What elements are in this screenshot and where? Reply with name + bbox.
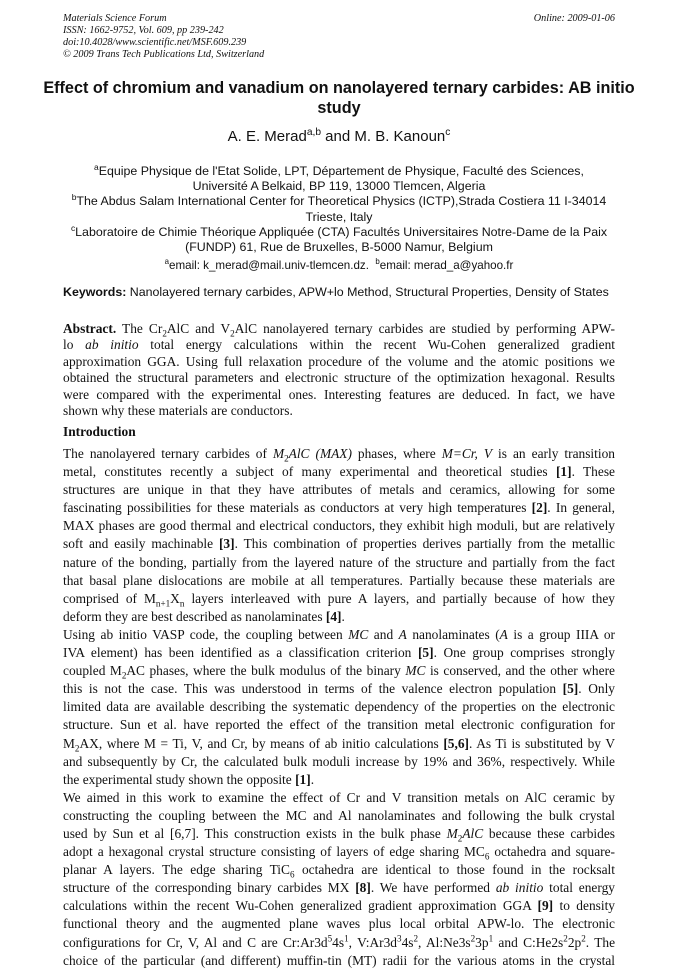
text-run: M (272, 446, 285, 461)
text-run: . This combination of properties derives partially from the metallic (234, 536, 615, 552)
text-run: 6 (289, 869, 295, 880)
paragraph (63, 321, 615, 419)
citation-or-bold-text: [5] (562, 681, 579, 697)
affiliation-line: (FUNDP) 61, Rue de Bruxelles, B-5000 Namur, Belgium (185, 240, 493, 255)
text-run: 2 (563, 933, 568, 944)
text-run: . As Ti is substituted by V (469, 735, 615, 751)
text-run: 2 (230, 328, 235, 339)
text-line (63, 644, 615, 662)
text-run: is conserved, and the other where (425, 663, 615, 679)
text-run: MC (405, 663, 426, 679)
journal-name: Materials Science Forum (63, 13, 167, 24)
text-line (63, 370, 615, 386)
text-line (63, 403, 615, 419)
text-line (63, 680, 615, 698)
paper-title: Effect of chromium and vanadium on nanolayered ternary carbides: AB initio study (43, 79, 635, 117)
paragraph (63, 789, 615, 970)
text-run: constructing the coupling between the MC and Al nanolaminates and following the bulk crystal (63, 807, 615, 823)
citation-or-bold-text: [5] (417, 645, 434, 661)
text-run: n+1 (155, 598, 171, 609)
text-run: this is not the case. This was understood in terms of the valence electron population (63, 681, 563, 697)
text-run: AlC (MAX) (288, 446, 352, 461)
text-run: deform they are best described as nanolaminates (63, 608, 326, 624)
text-run: AlC (462, 825, 484, 841)
affiliation (40, 161, 638, 194)
text-run: AC phases, where the bulk modulus of the binary (126, 663, 406, 679)
text-line (63, 590, 615, 608)
text-run: M=Cr, V (441, 446, 493, 461)
text-line (63, 897, 615, 915)
text-run: because these carbides (483, 825, 615, 841)
text-run: octahedra and square- (489, 844, 615, 860)
keywords (63, 285, 615, 300)
emails (0, 258, 678, 273)
text-run: Using ab initio VASP code, the coupling between (63, 626, 349, 642)
text-run: 2p (567, 934, 582, 950)
text-run: AlC and V (166, 321, 231, 336)
citation-or-bold-text: [1] (555, 464, 572, 480)
affiliation-line: Equipe Physique de l'Etat Solide, LPT, Département de Physique, Faculté des Sciences, (98, 164, 584, 178)
affiliation (40, 222, 638, 255)
online-date: Online: 2009-01-06 (533, 13, 615, 24)
text-run: approximation GGA. Using full relaxation procedure of the volume and the atomic positions we (63, 353, 615, 369)
text-run: 4s (332, 934, 345, 950)
text-run: 2 (413, 933, 419, 944)
text-line (63, 753, 615, 771)
affiliation-line: Trieste, Italy (305, 209, 373, 224)
text-run: phases, where (351, 446, 442, 461)
affiliation-mark: a,b (306, 127, 321, 138)
text-run: . We have performed (370, 880, 496, 896)
text-run: A (499, 626, 508, 642)
text-run: The Cr (116, 321, 163, 336)
keywords-label: Keywords: (63, 285, 127, 299)
citation-or-bold-text: [4] (325, 608, 342, 624)
section-heading-introduction: Introduction (63, 424, 136, 439)
text-line (63, 481, 615, 499)
abstract (63, 321, 615, 419)
text-run: and subsequently by Cr, the calculated bulk moduli increase by 19% and 36%, respectively. While (63, 753, 615, 769)
text-run: used by Sun et al [6,7]. This construction exists in the bulk phase (63, 825, 447, 841)
text-run: fascinating possibilities for these materials as conductors at very high temperatures (63, 500, 532, 516)
text-run: lo (63, 337, 86, 353)
text-line (63, 716, 615, 734)
text-run: 3p (475, 934, 489, 950)
affiliation-mark: b (71, 192, 77, 203)
text-run: AX, where M = Ti, V, and Cr, by means of ab initio calculations (79, 735, 444, 751)
citation-or-bold-text: [1] (295, 771, 311, 787)
author-name: M. B. Kanoun (354, 128, 446, 145)
text-line (63, 387, 615, 403)
text-run: functional theory and the augmented plane waves plus local orbital APW-lo. The electronic (63, 916, 615, 932)
text-line (63, 337, 615, 353)
text-run: to density (553, 898, 615, 914)
citation-or-bold-text: [8] (355, 880, 371, 896)
text-run: total energy (543, 880, 615, 896)
text-run: A (398, 626, 407, 642)
text-line (63, 735, 615, 753)
text-run: coupled M (63, 663, 122, 679)
text-run: M (446, 825, 458, 841)
text-line (63, 321, 615, 337)
citation-or-bold-text: [2] (531, 500, 548, 516)
text-run: the experimental study shown the opposite (63, 771, 296, 787)
text-run: adopt a hexagonal crystal structure consisting of layers of edge sharing MC (63, 844, 485, 860)
text-run: 1 (344, 933, 349, 944)
text-run: . (310, 771, 315, 787)
text-run: M (63, 735, 75, 751)
text-line (63, 952, 615, 970)
text-run: 5 (327, 933, 333, 944)
affiliation-line: Université A Belkaid, BP 119, 13000 Tlemcen, Algeria (192, 179, 486, 194)
author-separator: and (321, 128, 355, 145)
text-line (63, 861, 615, 879)
text-line (63, 789, 615, 807)
text-run: that basal plane dislocations are mobile at all temperatures. Partially because these materials are (63, 572, 615, 588)
citation-or-bold-text: [9] (537, 898, 554, 914)
text-line (63, 463, 615, 481)
doi: doi:10.4028/www.scientific.net/MSF.609.239 (63, 37, 247, 48)
text-run: structure. Sun et al. have reported the effect of the transition metal electronic configuration for (63, 717, 615, 733)
text-line (63, 843, 615, 861)
text-run: n (179, 598, 185, 609)
text-run: obtained the structural parameters and electronic structure of the optimization hexagonal. Results (63, 370, 615, 386)
text-run: structures are unique in that they have attributes of metals and ceramics, allowing for some (63, 482, 615, 498)
text-run: shown why these materials are conductors. (63, 403, 293, 419)
text-run: X (170, 590, 180, 606)
affiliation-mark: b (375, 257, 380, 267)
text-run: is a group IIIA or (507, 626, 615, 642)
text-run: ab initio (495, 880, 544, 896)
text-run: AlC nanolayered ternary carbides are studied by performing APW- (234, 321, 615, 336)
email-link[interactable]: email: merad_a@yahoo.fr (379, 259, 514, 272)
text-run: The nanolayered ternary carbides of (63, 446, 273, 461)
text-line (63, 445, 615, 463)
text-run: calculations within the recent Wu-Cohen generalized gradient approximation GGA (63, 898, 538, 914)
affiliation-mark: a (94, 161, 99, 172)
citation-or-bold-text: Abstract. (63, 321, 117, 336)
text-line (63, 535, 615, 553)
text-run: nanolaminates ( (406, 626, 500, 642)
text-line (63, 608, 615, 626)
text-line (63, 354, 615, 370)
text-run: were compared with the experimental ones. Interesting features are deduced. In fact, we have (63, 386, 615, 402)
text-run: . The (585, 934, 616, 950)
text-run: nature of the bonding, partially from the layered nature of the structure and partially from the fact (63, 554, 615, 570)
text-run: octahedra are identical to those found in the rocksalt (294, 862, 616, 878)
text-line (63, 807, 615, 825)
text-run: 2 (284, 453, 289, 464)
text-run: 2 (121, 670, 127, 681)
text-run: ab initio (85, 337, 139, 353)
text-run: , V:Ar3d (348, 934, 397, 950)
paragraph (63, 626, 615, 789)
text-run: comprised of M (63, 590, 156, 606)
authors (0, 127, 678, 146)
text-line (63, 934, 615, 952)
affiliation-line: The Abdus Salam International Center for Theoretical Physics (ICTP),Strada Costiera 11 I-34014 (76, 194, 607, 209)
affiliation-mark: c (445, 127, 451, 138)
text-line (63, 825, 615, 843)
text-run: 2 (581, 933, 586, 944)
text-line (63, 517, 615, 535)
text-run: 3 (397, 933, 402, 944)
issn-volume: ISSN: 1662-9752, Vol. 609, pp 239-242 (63, 25, 224, 36)
text-run: MC (348, 626, 369, 642)
text-run: 2 (74, 743, 80, 754)
text-run: IVA element) has been identified as a classification criterion (63, 645, 418, 661)
text-run: . One group comprises strongly (433, 645, 615, 661)
text-run: 6 (484, 851, 490, 862)
text-run: . (341, 608, 345, 624)
text-run: choice of the particular (and different) muffin-tin (MT) radii for the various atoms in the crystal (63, 952, 615, 968)
text-line (63, 554, 615, 572)
affiliation-mark: a (164, 257, 170, 267)
text-line (63, 626, 615, 644)
email-link[interactable]: email: k_merad@mail.univ-tlemcen.dz. (169, 259, 369, 272)
text-run: MAX phases are good thermal and electrical conductors, they exhibit high moduli, but are relatively (63, 518, 615, 534)
keywords-text: Nanolayered ternary carbides, APW+lo Method, Structural Properties, Density of States (126, 285, 609, 299)
copyright: © 2009 Trans Tech Publications Ltd, Switzerland (63, 49, 265, 60)
text-run: 2 (162, 328, 167, 339)
text-run: . In general, (547, 500, 615, 516)
text-run: limited data are available describing the systematic dependency of the properties on the electronic (63, 699, 615, 715)
affiliation-mark: c (70, 222, 76, 233)
text-run: , Al:Ne3s (418, 934, 471, 950)
introduction-body (63, 445, 615, 970)
text-run: . Only (578, 681, 615, 697)
text-run: and C:He2s (493, 934, 564, 950)
text-line (63, 499, 615, 517)
text-run: 4s (401, 934, 414, 950)
text-line (63, 879, 615, 897)
text-run: . These (571, 464, 615, 480)
text-run: metal, constitutes recently a subject of many experimental and theoretical studies (63, 464, 556, 480)
author-name: A. E. Merad (227, 128, 307, 145)
affiliation (40, 194, 638, 224)
text-line (63, 698, 615, 716)
affiliation-line: Laboratoire de Chimie Théorique Appliquée (CTA) Facultés Universitaires Notre-Dame de la Paix (75, 224, 608, 239)
citation-or-bold-text: [3] (218, 536, 235, 552)
citation-or-bold-text: [5,6] (443, 735, 469, 751)
text-run: planar A layers. The edge sharing TiC (63, 862, 290, 878)
text-line (63, 572, 615, 590)
text-run: 1 (488, 933, 494, 944)
text-run: 2 (470, 933, 476, 944)
affiliations (40, 161, 638, 255)
paragraph (63, 445, 615, 626)
text-run: soft and easily machinable (63, 536, 219, 552)
text-line (63, 662, 615, 680)
text-run: configurations for Cr, V, Al and C are Cr:Ar3d (63, 934, 328, 950)
text-run: total energy calculations within the recent Wu-Cohen generalized gradient (138, 337, 615, 353)
text-run: 2 (457, 833, 463, 844)
text-line (63, 915, 615, 933)
text-run: and (368, 626, 399, 642)
text-run: is an early transition (492, 446, 615, 461)
text-line (63, 771, 615, 789)
text-run: layers interleaved with pure A layers, and partially because of how they (184, 590, 615, 606)
text-run: We aimed in this work to examine the effect of Cr and V transition metals on AlC ceramic by (63, 789, 615, 805)
text-run: structure of the corresponding binary carbides MX (63, 880, 356, 896)
